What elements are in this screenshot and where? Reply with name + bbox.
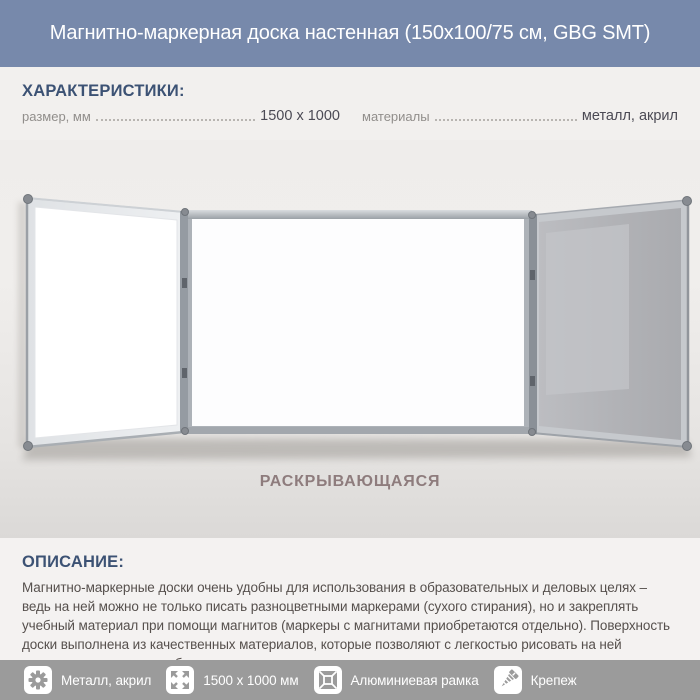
specs-row [22, 108, 678, 124]
spec-size-value: 1500 x 1000 [260, 108, 340, 124]
spec-materials-label: материалы [362, 109, 430, 124]
characteristics-section [0, 67, 700, 140]
dotted-leader [96, 119, 255, 121]
gear-icon [24, 666, 52, 694]
feature-frame [314, 666, 479, 694]
screw-icon [494, 666, 522, 694]
dotted-leader [435, 119, 577, 121]
center-panel [184, 210, 532, 434]
right-flap [532, 200, 688, 447]
description-text: Магнитно-маркерные доски очень удобны для использования в образовательных и деловых целях – ведь на ней можно не только писать разноцветными маркерами (сухого стирания), но и закреплять учебный материал при помощи магнитов (маркеры с магнитами приобретаются отдельно). Поверхность доски выполнена из качественных материалов, которые позволяют с легкостью рисовать на ней [22, 580, 670, 652]
feature-dimensions [166, 666, 298, 694]
feature-material-label: Металл, акрил [61, 672, 152, 688]
spec-size [22, 108, 340, 124]
spec-materials [362, 108, 678, 124]
feature-mounting [494, 666, 577, 694]
page-title: Магнитно-маркерная доска настенная (150x100/75 см, GBG SMT) [49, 22, 651, 44]
description-heading: ОПИСАНИЕ: [22, 553, 125, 571]
characteristics-heading: ХАРАКТЕРИСТИКИ: [22, 82, 185, 100]
feature-mounting-label: Крепеж [530, 672, 577, 688]
title-bar [0, 0, 700, 67]
feature-material [24, 666, 151, 694]
product-image-area [0, 140, 700, 538]
board-shadow [22, 438, 692, 460]
spec-size-label: размер, мм [22, 109, 91, 124]
feature-frame-label: Алюминиевая рамка [350, 672, 479, 688]
left-flap-shadow [18, 202, 27, 448]
dimensions-icon [166, 666, 194, 694]
feature-dimensions-label: 1500 x 1000 мм [203, 672, 299, 688]
description-section [0, 538, 700, 660]
features-bar [0, 660, 700, 700]
left-flap [27, 198, 184, 447]
spec-materials-value: металл, акрил [581, 108, 678, 124]
board-type-caption: РАСКРЫВАЮЩАЯСЯ [259, 473, 441, 490]
frame-icon [314, 666, 342, 694]
